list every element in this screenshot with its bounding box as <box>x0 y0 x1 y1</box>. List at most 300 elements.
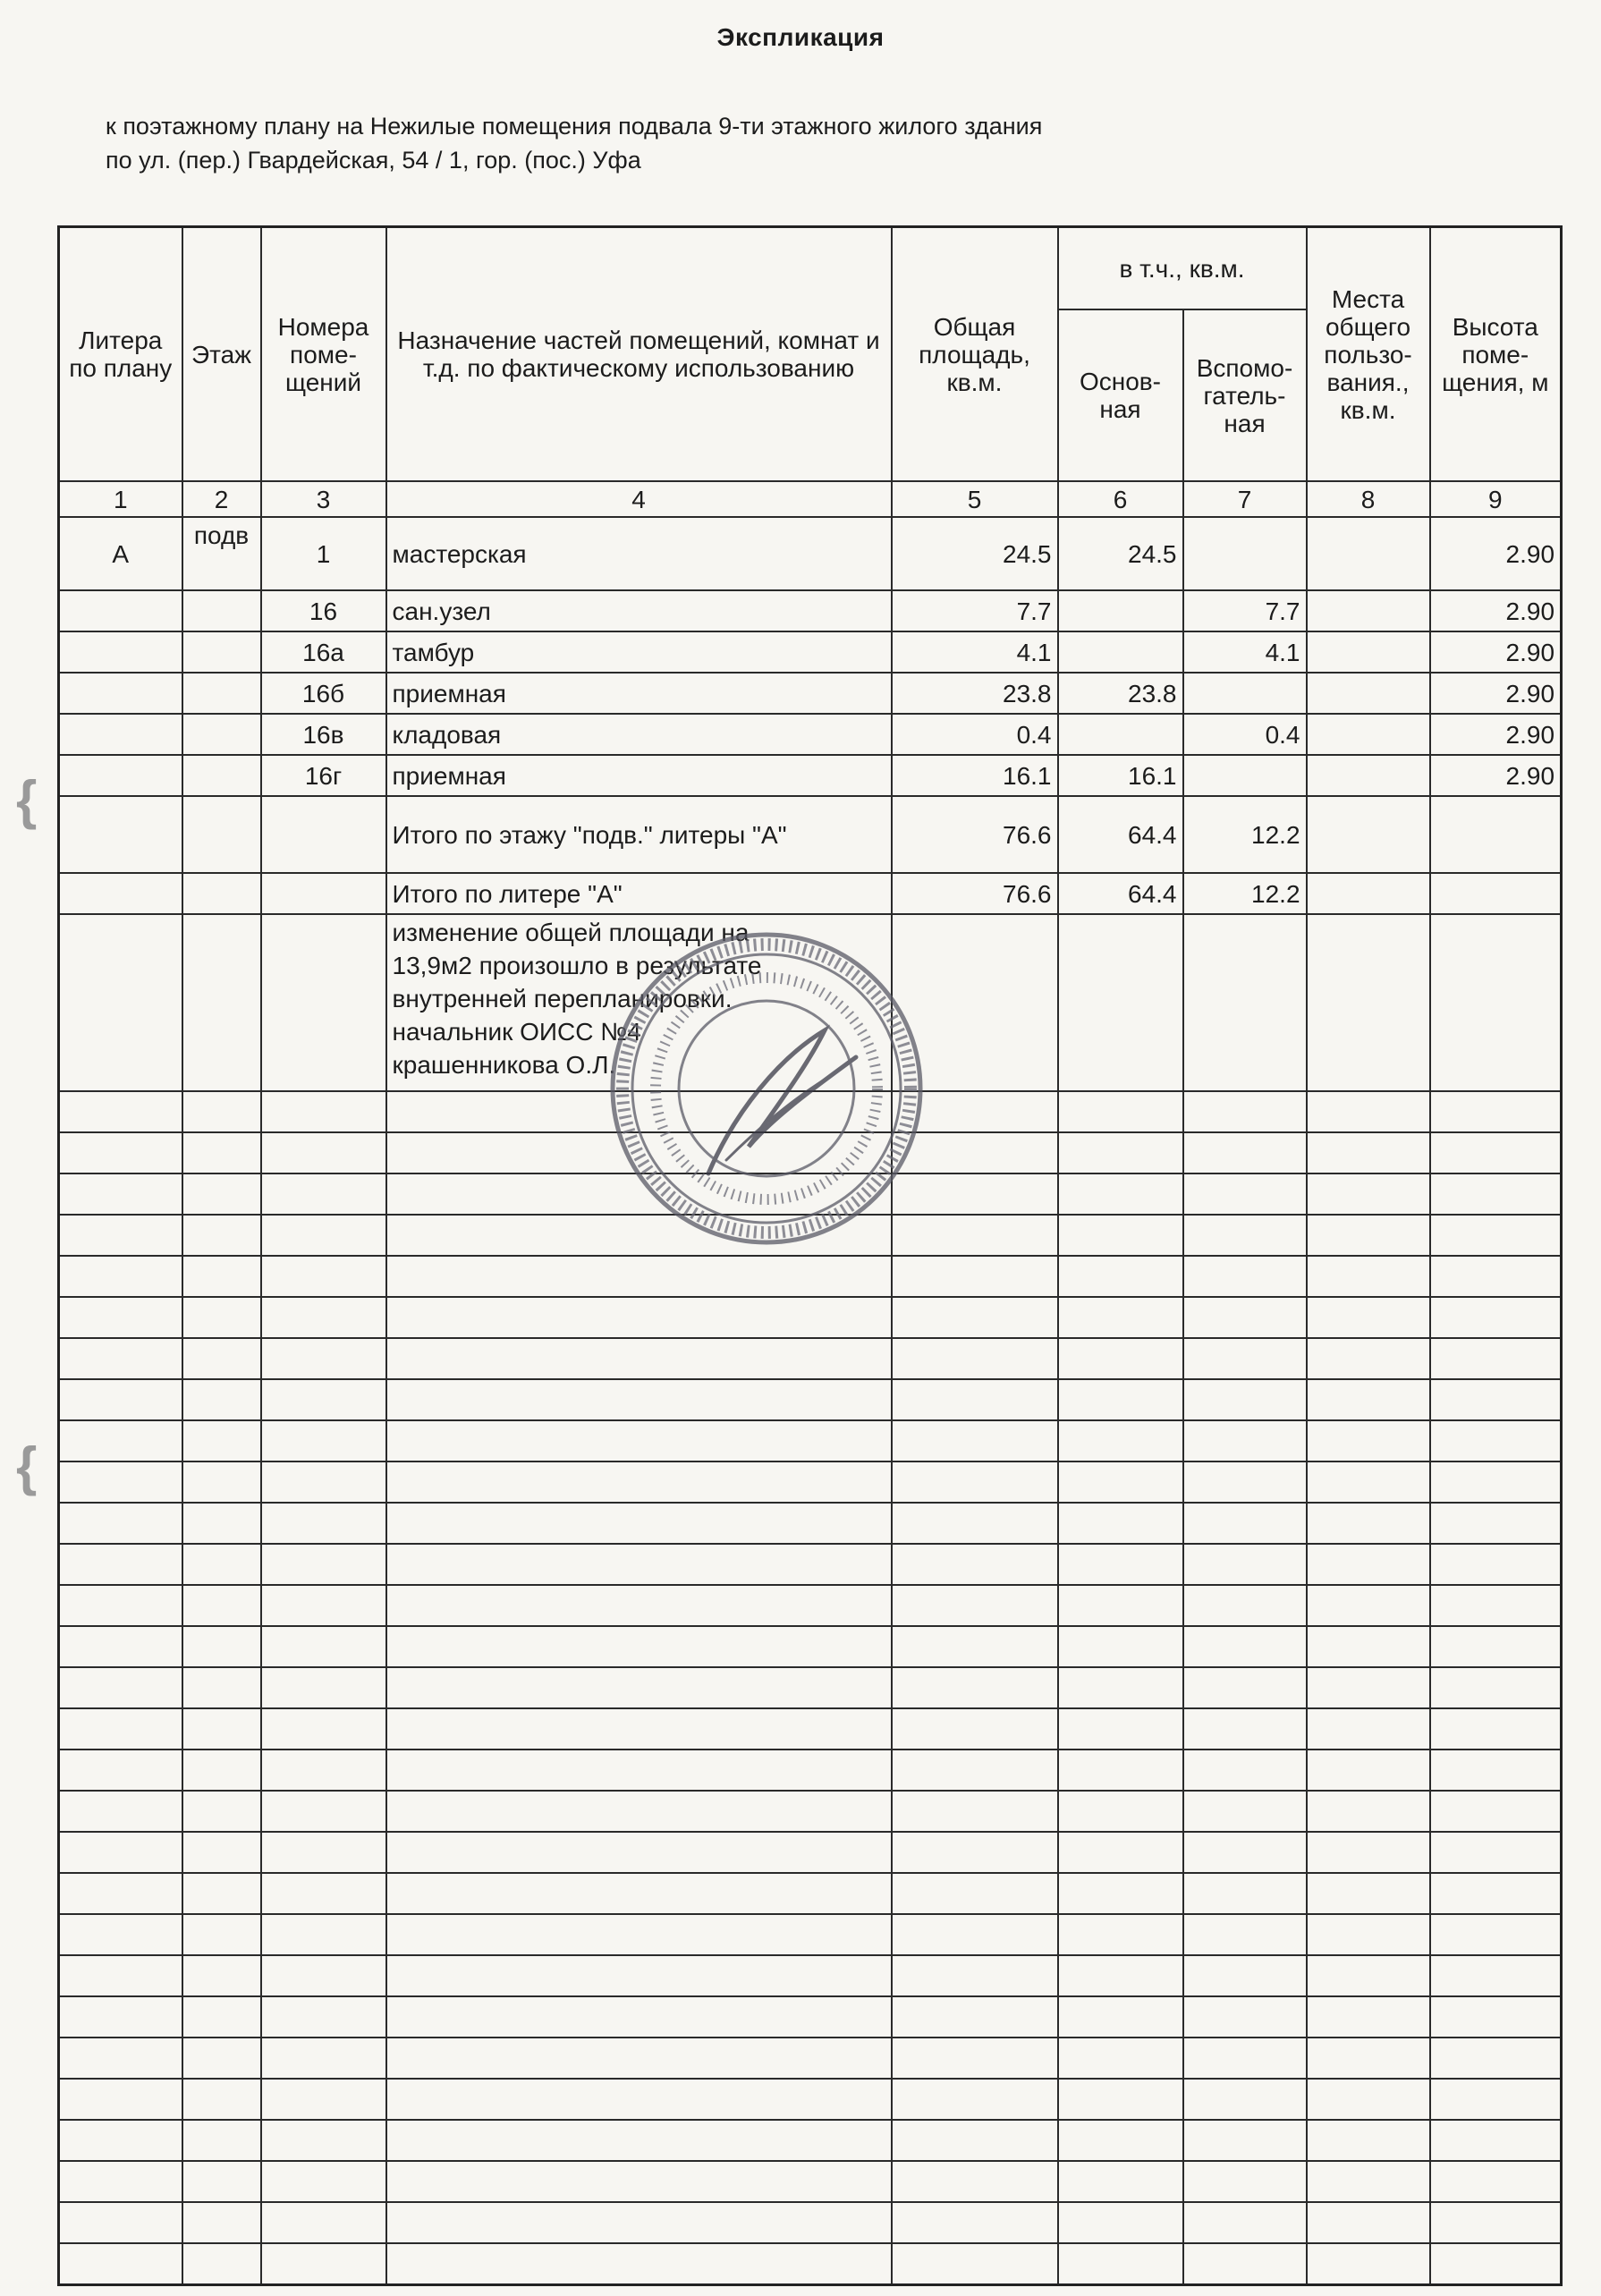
cell-naznachenie: приемная <box>386 673 892 714</box>
empty-cell <box>1430 1461 1562 1503</box>
cell-obshaya: 7.7 <box>892 590 1058 631</box>
empty-cell <box>1430 1626 1562 1667</box>
empty-cell <box>182 1420 261 1461</box>
empty-cell <box>1058 2161 1183 2202</box>
empty-cell <box>182 2161 261 2202</box>
empty-cell <box>386 2161 892 2202</box>
empty-cell <box>386 1215 892 1256</box>
empty-cell <box>261 2120 386 2161</box>
empty-cell <box>386 1297 892 1338</box>
empty-cell <box>1307 1708 1430 1750</box>
empty-cell <box>386 1996 892 2038</box>
empty-cell <box>1058 1708 1183 1750</box>
empty-row <box>59 1215 1562 1256</box>
empty-cell <box>59 1091 182 1132</box>
empty-cell <box>59 1914 182 1955</box>
empty-cell <box>59 1132 182 1173</box>
cell-osnovnaya <box>1058 631 1183 673</box>
empty-cell <box>1430 2161 1562 2202</box>
empty-cell <box>182 1955 261 1996</box>
empty-row <box>59 1297 1562 1338</box>
empty-cell <box>261 1338 386 1379</box>
column-number: 6 <box>1058 481 1183 517</box>
header-obshaya: Общая площадь, кв.м. <box>892 227 1058 482</box>
empty-cell <box>1307 1173 1430 1215</box>
empty-cell <box>1183 2161 1307 2202</box>
empty-cell <box>182 1503 261 1544</box>
empty-cell <box>892 1338 1058 1379</box>
empty-cell <box>59 1173 182 1215</box>
empty-row <box>59 1996 1562 2038</box>
cell-osnovnaya: 24.5 <box>1058 517 1183 590</box>
column-number: 2 <box>182 481 261 517</box>
empty-cell <box>1058 1626 1183 1667</box>
empty-cell <box>1183 2202 1307 2243</box>
empty-cell <box>1183 1091 1307 1132</box>
empty-cell <box>261 1420 386 1461</box>
cell-litera <box>59 714 182 755</box>
empty-cell <box>59 2202 182 2243</box>
note-line: начальник ОИСС №4 <box>392 1018 641 1046</box>
empty-row <box>59 2202 1562 2243</box>
note-row <box>59 914 1562 1091</box>
empty-cell <box>1430 1955 1562 1996</box>
cell-vysota: 2.90 <box>1430 590 1562 631</box>
empty-cell <box>59 1461 182 1503</box>
empty-cell <box>1430 1832 1562 1873</box>
empty-cell <box>1183 1173 1307 1215</box>
table-row <box>59 590 1562 631</box>
empty-cell <box>892 1173 1058 1215</box>
empty-cell <box>892 1708 1058 1750</box>
empty-cell <box>59 1503 182 1544</box>
empty-cell <box>261 1626 386 1667</box>
empty-cell <box>892 1379 1058 1420</box>
empty-cell <box>1430 1914 1562 1955</box>
cell-nomer: 16г <box>261 755 386 796</box>
empty-cell <box>892 1132 1058 1173</box>
empty-cell <box>1307 2243 1430 2285</box>
column-number: 8 <box>1307 481 1430 517</box>
subtitle-line-1: к поэтажному плану на Нежилые помещения подвала 9-ти этажного жилого здания <box>106 113 1043 140</box>
empty-row <box>59 1544 1562 1585</box>
header-mesta: Места общего пользо-вания., кв.м. <box>1307 227 1430 482</box>
table-row <box>59 714 1562 755</box>
empty-cell <box>1058 1420 1183 1461</box>
empty-cell <box>261 1955 386 1996</box>
total-floor-obshaya: 76.6 <box>892 796 1058 873</box>
cell-obshaya: 16.1 <box>892 755 1058 796</box>
total-litera-osnovnaya: 64.4 <box>1058 873 1183 914</box>
empty-cell <box>1430 1503 1562 1544</box>
empty-cell <box>261 1173 386 1215</box>
empty-cell <box>892 1544 1058 1585</box>
empty-cell <box>1183 1873 1307 1914</box>
empty-cell <box>1058 2079 1183 2120</box>
empty-row <box>59 1750 1562 1791</box>
empty-cell <box>182 2038 261 2079</box>
empty-cell <box>892 1914 1058 1955</box>
empty-cell <box>386 1708 892 1750</box>
empty-cell <box>261 1791 386 1832</box>
empty-cell <box>59 1708 182 1750</box>
cell-naznachenie: сан.узел <box>386 590 892 631</box>
empty-cell <box>261 1667 386 1708</box>
empty-cell <box>386 1791 892 1832</box>
empty-row <box>59 1914 1562 1955</box>
header-etazh: Этаж <box>182 227 261 482</box>
empty-row <box>59 1503 1562 1544</box>
column-number: 4 <box>386 481 892 517</box>
empty-cell <box>261 1215 386 1256</box>
empty-cell <box>59 1297 182 1338</box>
cell-mesta <box>1307 631 1430 673</box>
header-vysota: Высота поме-щения, м <box>1430 227 1562 482</box>
empty-cell <box>892 2243 1058 2285</box>
empty-cell <box>892 1297 1058 1338</box>
empty-cell <box>1058 1338 1183 1379</box>
empty-cell <box>261 1461 386 1503</box>
empty-row <box>59 1132 1562 1173</box>
empty-cell <box>261 1585 386 1626</box>
empty-cell <box>59 2243 182 2285</box>
empty-cell <box>1183 2243 1307 2285</box>
empty-cell <box>892 1667 1058 1708</box>
empty-cell <box>261 2038 386 2079</box>
empty-cell <box>1430 1338 1562 1379</box>
empty-cell <box>1430 1379 1562 1420</box>
empty-cell <box>386 1544 892 1585</box>
cell-vspomog <box>1183 755 1307 796</box>
empty-cell <box>1058 1132 1183 1173</box>
empty-cell <box>182 1091 261 1132</box>
empty-cell <box>386 1873 892 1914</box>
document-title: Экспликация <box>716 23 885 51</box>
empty-cell <box>182 1544 261 1585</box>
empty-cell <box>386 1585 892 1626</box>
header-nomera: Номера поме-щений <box>261 227 386 482</box>
empty-cell <box>182 1708 261 1750</box>
empty-cell <box>182 1832 261 1873</box>
empty-row <box>59 2120 1562 2161</box>
empty-cell <box>182 1750 261 1791</box>
empty-cell <box>1430 1585 1562 1626</box>
empty-cell <box>1183 1256 1307 1297</box>
column-number: 9 <box>1430 481 1562 517</box>
empty-cell <box>59 1873 182 1914</box>
empty-cell <box>386 1914 892 1955</box>
empty-cell <box>1307 1091 1430 1132</box>
empty-cell <box>59 1626 182 1667</box>
empty-cell <box>1430 2243 1562 2285</box>
empty-cell <box>261 2079 386 2120</box>
empty-cell <box>1430 1996 1562 2038</box>
empty-cell <box>1183 1708 1307 1750</box>
empty-cell <box>386 1420 892 1461</box>
empty-cell <box>1058 1173 1183 1215</box>
cell-vysota: 2.90 <box>1430 517 1562 590</box>
empty-cell <box>1307 1420 1430 1461</box>
empty-cell <box>386 2243 892 2285</box>
header-vtch: в т.ч., кв.м. <box>1058 227 1307 310</box>
empty-cell <box>892 1091 1058 1132</box>
empty-cell <box>1058 1585 1183 1626</box>
empty-cell <box>1307 1544 1430 1585</box>
cell-mesta <box>1307 673 1430 714</box>
empty-cell <box>1058 1955 1183 1996</box>
total-floor-label: Итого по этажу "подв." литеры "А" <box>386 796 892 873</box>
empty-cell <box>182 2243 261 2285</box>
empty-cell <box>1183 1215 1307 1256</box>
empty-cell <box>59 1955 182 1996</box>
cell-etazh <box>182 590 261 631</box>
cell-vysota: 2.90 <box>1430 673 1562 714</box>
empty-row <box>59 2038 1562 2079</box>
empty-cell <box>892 2161 1058 2202</box>
empty-cell <box>59 2038 182 2079</box>
empty-cell <box>386 1461 892 1503</box>
empty-row <box>59 2161 1562 2202</box>
cell-nomer: 16в <box>261 714 386 755</box>
empty-cell <box>892 1461 1058 1503</box>
empty-cell <box>892 1585 1058 1626</box>
cell-osnovnaya: 23.8 <box>1058 673 1183 714</box>
empty-cell <box>386 1626 892 1667</box>
empty-cell <box>1307 1873 1430 1914</box>
empty-cell <box>892 1215 1058 1256</box>
empty-cell <box>182 1379 261 1420</box>
empty-cell <box>1430 2038 1562 2079</box>
empty-cell <box>1183 1544 1307 1585</box>
binding-mark: { <box>16 1436 38 1496</box>
empty-row <box>59 1832 1562 1873</box>
total-floor-row <box>59 796 1562 873</box>
empty-cell <box>1183 1379 1307 1420</box>
column-number: 1 <box>59 481 182 517</box>
empty-row <box>59 1955 1562 1996</box>
empty-cell <box>1307 1996 1430 2038</box>
empty-cell <box>1058 2243 1183 2285</box>
empty-row <box>59 1708 1562 1750</box>
empty-cell <box>182 1873 261 1914</box>
empty-cell <box>892 1873 1058 1914</box>
empty-cell <box>1307 1503 1430 1544</box>
total-floor-vspomog: 12.2 <box>1183 796 1307 873</box>
empty-cell <box>892 2038 1058 2079</box>
cell-mesta <box>1307 590 1430 631</box>
empty-cell <box>261 1256 386 1297</box>
column-number: 7 <box>1183 481 1307 517</box>
cell-nomer: 16а <box>261 631 386 673</box>
cell-vysota: 2.90 <box>1430 755 1562 796</box>
empty-row <box>59 2079 1562 2120</box>
empty-cell <box>892 1503 1058 1544</box>
empty-cell <box>1058 1461 1183 1503</box>
cell-osnovnaya <box>1058 714 1183 755</box>
empty-cell <box>182 1461 261 1503</box>
total-litera-vspomog: 12.2 <box>1183 873 1307 914</box>
header-osnovnaya: Основ-ная <box>1058 309 1183 481</box>
empty-cell <box>386 2038 892 2079</box>
empty-row <box>59 1461 1562 1503</box>
empty-cell <box>261 1873 386 1914</box>
empty-cell <box>892 2202 1058 2243</box>
empty-cell <box>59 1379 182 1420</box>
cell-nomer: 16б <box>261 673 386 714</box>
cell-osnovnaya <box>1058 590 1183 631</box>
header-vspomogatelnaya: Вспомо-гатель-ная <box>1183 309 1307 481</box>
empty-cell <box>386 1832 892 1873</box>
empty-cell <box>1430 1667 1562 1708</box>
empty-cell <box>1307 1338 1430 1379</box>
empty-row <box>59 1338 1562 1379</box>
empty-cell <box>1307 2120 1430 2161</box>
empty-cell <box>1430 1873 1562 1914</box>
empty-cell <box>386 1338 892 1379</box>
cell-obshaya: 23.8 <box>892 673 1058 714</box>
subtitle-line-2: по ул. (пер.) Гвардейская, 54 / 1, гор. (пос.) Уфа <box>106 147 641 174</box>
empty-cell <box>261 1297 386 1338</box>
empty-cell <box>1058 1914 1183 1955</box>
empty-cell <box>59 2161 182 2202</box>
empty-cell <box>1430 1256 1562 1297</box>
empty-cell <box>182 2120 261 2161</box>
empty-cell <box>1183 1626 1307 1667</box>
empty-cell <box>1183 1297 1307 1338</box>
empty-cell <box>182 1914 261 1955</box>
empty-cell <box>261 1832 386 1873</box>
empty-cell <box>1058 1297 1183 1338</box>
empty-cell <box>1430 2202 1562 2243</box>
explication-table <box>57 225 1563 2286</box>
note-line: внутренней перепланировки. <box>392 985 733 1012</box>
empty-cell <box>1430 1132 1562 1173</box>
header-naznachenie: Назначение частей помещений, комнат и т.д. по фактическому использованию <box>386 227 892 482</box>
empty-cell <box>1058 1544 1183 1585</box>
cell-nomer: 1 <box>261 517 386 590</box>
empty-cell <box>1058 1996 1183 2038</box>
cell-mesta <box>1307 517 1430 590</box>
empty-cell <box>59 1338 182 1379</box>
total-litera-row <box>59 873 1562 914</box>
empty-row <box>59 1873 1562 1914</box>
empty-cell <box>892 1955 1058 1996</box>
empty-cell <box>182 1173 261 1215</box>
empty-cell <box>182 1215 261 1256</box>
empty-cell <box>182 1996 261 2038</box>
cell-naznachenie: тамбур <box>386 631 892 673</box>
empty-cell <box>1183 1503 1307 1544</box>
empty-cell <box>182 1338 261 1379</box>
empty-cell <box>1307 1667 1430 1708</box>
cell-nomer: 16 <box>261 590 386 631</box>
empty-cell <box>261 1544 386 1585</box>
empty-row <box>59 1667 1562 1708</box>
empty-cell <box>182 1791 261 1832</box>
cell-obshaya: 4.1 <box>892 631 1058 673</box>
empty-cell <box>386 1955 892 1996</box>
empty-cell <box>1183 2120 1307 2161</box>
empty-cell <box>1058 2038 1183 2079</box>
empty-row <box>59 1379 1562 1420</box>
empty-cell <box>1058 1667 1183 1708</box>
total-litera-obshaya: 76.6 <box>892 873 1058 914</box>
cell-vspomog <box>1183 517 1307 590</box>
empty-cell <box>182 1667 261 1708</box>
cell-etazh <box>182 673 261 714</box>
empty-cell <box>261 2202 386 2243</box>
empty-cell <box>1307 1132 1430 1173</box>
empty-cell <box>1183 1667 1307 1708</box>
empty-cell <box>59 1667 182 1708</box>
cell-litera <box>59 590 182 631</box>
empty-cell <box>1307 2161 1430 2202</box>
note-line: изменение общей площади на <box>392 919 750 946</box>
empty-cell <box>59 1544 182 1585</box>
empty-cell <box>1183 2038 1307 2079</box>
empty-cell <box>1183 1955 1307 1996</box>
empty-cell <box>1307 1585 1430 1626</box>
empty-cell <box>182 1297 261 1338</box>
empty-cell <box>1183 1132 1307 1173</box>
cell-naznachenie: кладовая <box>386 714 892 755</box>
empty-cell <box>1307 1750 1430 1791</box>
empty-cell <box>1307 1256 1430 1297</box>
empty-cell <box>386 1379 892 1420</box>
empty-cell <box>1183 1996 1307 2038</box>
empty-cell <box>59 1832 182 1873</box>
empty-cell <box>1058 1791 1183 1832</box>
empty-cell <box>1058 1873 1183 1914</box>
empty-cell <box>261 1503 386 1544</box>
cell-litera <box>59 631 182 673</box>
empty-cell <box>1183 1832 1307 1873</box>
empty-row <box>59 1256 1562 1297</box>
cell-litera: А <box>59 517 182 590</box>
empty-cell <box>1307 2202 1430 2243</box>
empty-cell <box>182 1132 261 1173</box>
empty-cell <box>1307 1791 1430 1832</box>
empty-cell <box>386 2202 892 2243</box>
empty-cell <box>386 2120 892 2161</box>
note-line: 13,9м2 произошло в результате <box>392 952 762 979</box>
empty-cell <box>261 2243 386 2285</box>
table-row <box>59 517 1562 590</box>
empty-cell <box>261 1750 386 1791</box>
cell-etazh <box>182 631 261 673</box>
empty-cell <box>261 1708 386 1750</box>
binding-mark: { <box>16 770 38 830</box>
empty-cell <box>892 2120 1058 2161</box>
empty-cell <box>1058 1091 1183 1132</box>
total-litera-label: Итого по литере "А" <box>386 873 892 914</box>
empty-cell <box>1430 2120 1562 2161</box>
empty-cell <box>1430 1091 1562 1132</box>
empty-cell <box>1307 2079 1430 2120</box>
empty-cell <box>386 1750 892 1791</box>
cell-vspomog: 4.1 <box>1183 631 1307 673</box>
empty-cell <box>892 1256 1058 1297</box>
empty-cell <box>892 1750 1058 1791</box>
table-row <box>59 673 1562 714</box>
empty-cell <box>261 2161 386 2202</box>
empty-cell <box>261 1091 386 1132</box>
empty-cell <box>892 1626 1058 1667</box>
cell-litera <box>59 755 182 796</box>
column-number: 5 <box>892 481 1058 517</box>
empty-cell <box>386 1091 892 1132</box>
empty-cell <box>1058 1379 1183 1420</box>
